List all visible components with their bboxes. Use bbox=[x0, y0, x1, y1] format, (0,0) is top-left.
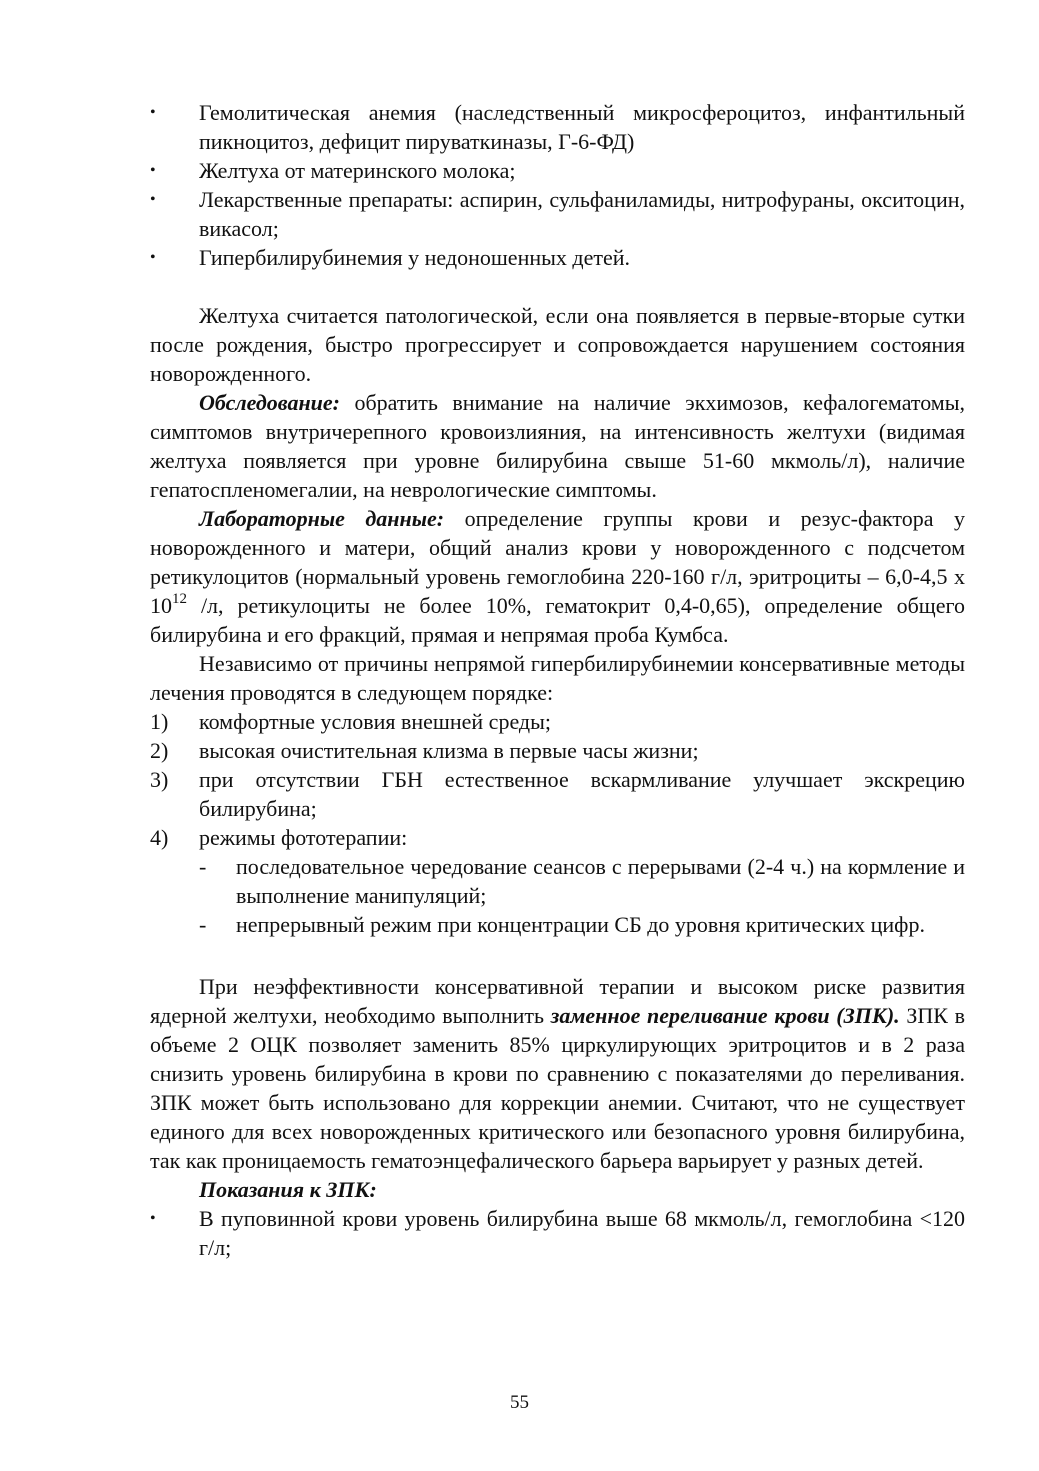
bullet-icon: • bbox=[150, 104, 156, 121]
dash-icon: - bbox=[199, 912, 207, 937]
bullet-icon: • bbox=[150, 162, 156, 179]
list-item-text: высокая очистительная клизма в первые часы жизни; bbox=[199, 738, 699, 763]
list-number: 4) bbox=[150, 825, 169, 850]
examination-paragraph bbox=[150, 388, 965, 504]
list-item bbox=[150, 1204, 965, 1262]
dash-icon: - bbox=[199, 854, 207, 879]
treatment-methods-paragraph: Независимо от причины непрямой гипербилирубинемии консервативные методы лечения проводятся в следующем порядке: bbox=[150, 651, 965, 705]
indications-heading bbox=[150, 1175, 965, 1204]
indications-heading-text: Показания к ЗПК: bbox=[199, 1177, 377, 1202]
list-item-text: при отсутствии ГБН естественное вскармливание улучшает экскрецию билирубина; bbox=[199, 767, 965, 821]
exchange-text-1: При неэффективности консервативной терапии и высоком риске развития ядерной желтухи, необходимо выполнить bbox=[150, 974, 965, 1028]
list-item bbox=[199, 852, 965, 910]
lab-data-text-2: /л, ретикулоциты не более 10%, гематокрит 0,4-0,65), определение общего билирубина и его фракций, прямая и непрямая проба Кумбса. bbox=[150, 593, 965, 647]
bullet-icon: • bbox=[150, 191, 156, 208]
pathologic-jaundice-paragraph: Желтуха считается патологической, если она появляется в первые-вторые сутки после рождения, быстро прогрессирует и сопровождается нарушением состояния новорожденного. bbox=[150, 303, 965, 386]
list-item bbox=[150, 707, 965, 736]
lab-data-exponent: 12 bbox=[172, 591, 187, 607]
lab-data-text-1: определение группы крови и резус-фактора у новорожденного и матери, общий анализ крови у новорожденного с подсчетом ретикулоцитов (нормальный уровень гемоглобина 220-160 г/л, эритроциты – 6,0-4,5 х 10 bbox=[150, 506, 966, 618]
phototherapy-modes-list bbox=[199, 852, 965, 939]
exchange-term: заменное переливание крови (ЗПК). bbox=[550, 1003, 900, 1028]
bullet-icon: • bbox=[150, 249, 156, 266]
examination-text: обратить внимание на наличие экхимозов, кефалогематомы, симптомов внутричерепного кровоизлияния, на интенсивность желтухи (видимая желтуха появляется при уровне билирубина свыше 51-60 мкмоль/л), наличие гепатоспленомегалии, на неврологические симптомы. bbox=[150, 390, 965, 502]
list-item-text: Желтуха от материнского молока; bbox=[199, 158, 516, 183]
indications-list bbox=[150, 1204, 965, 1262]
treatment-steps-list bbox=[150, 707, 965, 939]
list-item bbox=[150, 765, 965, 823]
list-item-text: Гипербилирубинемия у недоношенных детей. bbox=[199, 245, 631, 270]
page-number: 55 bbox=[510, 1392, 529, 1413]
cause-list bbox=[150, 98, 965, 272]
lab-data-label: Лабораторные данные: bbox=[199, 506, 445, 531]
list-item bbox=[150, 243, 965, 272]
list-item bbox=[199, 910, 965, 939]
list-item-text: режимы фототерапии: bbox=[199, 825, 408, 850]
list-number: 2) bbox=[150, 738, 169, 763]
examination-label: Обследование: bbox=[199, 390, 340, 415]
list-item bbox=[150, 156, 965, 185]
list-item-text: Гемолитическая анемия (наследственный микросфероцитоз, инфантильный пикноцитоз, дефицит пируваткиназы, Г-6-ФД) bbox=[199, 100, 965, 154]
list-item-text: последовательное чередование сеансов с перерывами (2-4 ч.) на кормление и выполнение манипуляций; bbox=[236, 854, 965, 908]
list-item bbox=[150, 98, 965, 156]
exchange-transfusion-paragraph bbox=[150, 972, 965, 1175]
list-item-text: комфортные условия внешней среды; bbox=[199, 709, 551, 734]
bullet-icon: • bbox=[150, 1210, 156, 1227]
list-item bbox=[150, 185, 965, 243]
list-item-text: непрерывный режим при концентрации СБ до уровня критических цифр. bbox=[236, 912, 925, 937]
list-item-text: Лекарственные препараты: аспирин, сульфаниламиды, нитрофураны, окситоцин, викасол; bbox=[199, 187, 965, 241]
list-item bbox=[150, 736, 965, 765]
list-item bbox=[150, 823, 965, 939]
list-number: 1) bbox=[150, 709, 169, 734]
list-item-text: В пуповинной крови уровень билирубина выше 68 мкмоль/л, гемоглобина <120 г/л; bbox=[199, 1206, 965, 1260]
lab-data-paragraph bbox=[150, 504, 965, 649]
exchange-text-2: ЗПК в объеме 2 ОЦК позволяет заменить 85% циркулирующих эритроцитов и в 2 раза снизить уровень билирубина в крови по сравнению с показателями до переливания. ЗПК может быть использовано для коррекции анемии. Считают, что не существует единого для всех новорожденных критического или безопасного уровня билирубина, так как проницаемость гематоэнцефалического барьера варьирует у разных детей. bbox=[150, 1003, 965, 1173]
list-number: 3) bbox=[150, 767, 169, 792]
